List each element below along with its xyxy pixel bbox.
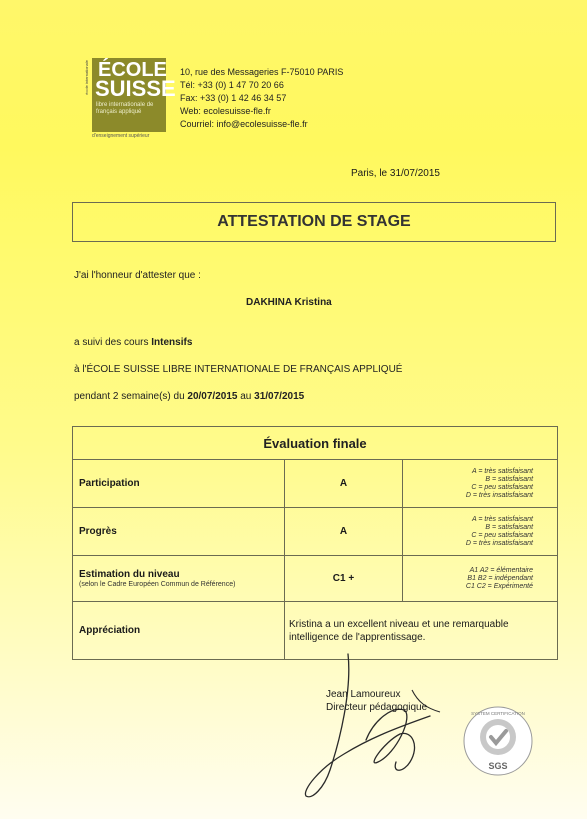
legend-item: D = très insatisfaisant (465, 539, 534, 547)
seal-ring-text: SYSTEM CERTIFICATION (471, 711, 525, 716)
legend-item: C1 C2 = Expérimenté (465, 582, 534, 590)
signature-mark (300, 650, 460, 810)
row-grade: A (285, 508, 403, 556)
row-grade: A (285, 460, 403, 508)
row-grade: C1 + (285, 556, 403, 602)
logo-line1: ÉCOLE (98, 59, 167, 81)
logo-line2: SUISSE (95, 76, 176, 101)
period-from: 20/07/2015 (187, 391, 238, 402)
address-web: Web: ecolesuisse-fle.fr (180, 106, 271, 116)
course-line (74, 337, 192, 349)
row-label-level (73, 556, 285, 602)
legend-item: C = peu satisfaisant (471, 531, 534, 539)
course-prefix: a suivi des cours (74, 337, 152, 348)
period-mid: au (237, 391, 255, 402)
period-to: 31/07/2015 (254, 391, 305, 402)
address-street: 10, rue des Messageries F-75010 PARIS (180, 67, 344, 77)
title-box (72, 202, 556, 242)
school-line: à l'ÉCOLE SUISSE LIBRE INTERNATIONALE DE FRANÇAIS APPLIQUÉ (74, 364, 403, 375)
sgs-certification-seal (462, 705, 534, 777)
row-label: Participation (73, 460, 285, 508)
legend-item: B = satisfaisant (485, 475, 534, 483)
intro-text: J'ai l'honneur d'attester que : (74, 270, 201, 281)
address-fax: Fax: +33 (0) 1 42 46 34 57 (180, 93, 287, 103)
appreciation-text: Kristina a un excellent niveau et une remarquable intelligence de l'apprentissage. (289, 618, 509, 643)
legend-item: B = satisfaisant (485, 523, 534, 531)
table-row (73, 460, 558, 508)
legend-item: A1 A2 = élémentaire (469, 566, 534, 574)
period-line (74, 391, 304, 403)
signer-block (326, 688, 427, 714)
appreciation-label: Appréciation (73, 602, 285, 660)
row-label: Progrès (73, 508, 285, 556)
logo-tagline: d'enseignement supérieur (92, 133, 150, 139)
evaluation-table (72, 426, 558, 660)
row-legend (403, 508, 558, 556)
legend-item: A = très satisfaisant (471, 467, 534, 475)
row-legend (403, 460, 558, 508)
logo-subtitle: libre internationale de français appliqué (96, 102, 154, 115)
logo-side-text: école internationale (84, 60, 89, 95)
address-email: Courriel: info@ecolesuisse-fle.fr (180, 119, 308, 129)
course-type: Intensifs (151, 337, 193, 348)
legend-item: D = très insatisfaisant (465, 491, 534, 499)
row-sublabel: (selon le Cadre Européen Commun de Référence) (79, 580, 236, 588)
school-logo (92, 58, 176, 132)
signer-role: Directeur pédagogique (326, 702, 428, 713)
legend-item: B1 B2 = indépendant (467, 574, 534, 582)
document-date: Paris, le 31/07/2015 (351, 168, 440, 179)
seal-text: SGS (488, 761, 508, 771)
table-row (73, 508, 558, 556)
signer-name: Jean Lamoureux (326, 689, 401, 700)
period-prefix: pendant 2 semaine(s) du (74, 391, 188, 402)
row-legend (403, 556, 558, 602)
legend-item: A = très satisfaisant (471, 515, 534, 523)
legend-item: C = peu satisfaisant (471, 483, 534, 491)
student-name: DAKHINA Kristina (246, 297, 332, 308)
table-row (73, 556, 558, 602)
address-tel: Tél: +33 (0) 1 47 70 20 66 (180, 80, 284, 90)
evaluation-header: Évaluation finale (73, 427, 558, 460)
page-title: ATTESTATION DE STAGE (217, 213, 411, 230)
row-label: Estimation du niveau (79, 568, 180, 580)
